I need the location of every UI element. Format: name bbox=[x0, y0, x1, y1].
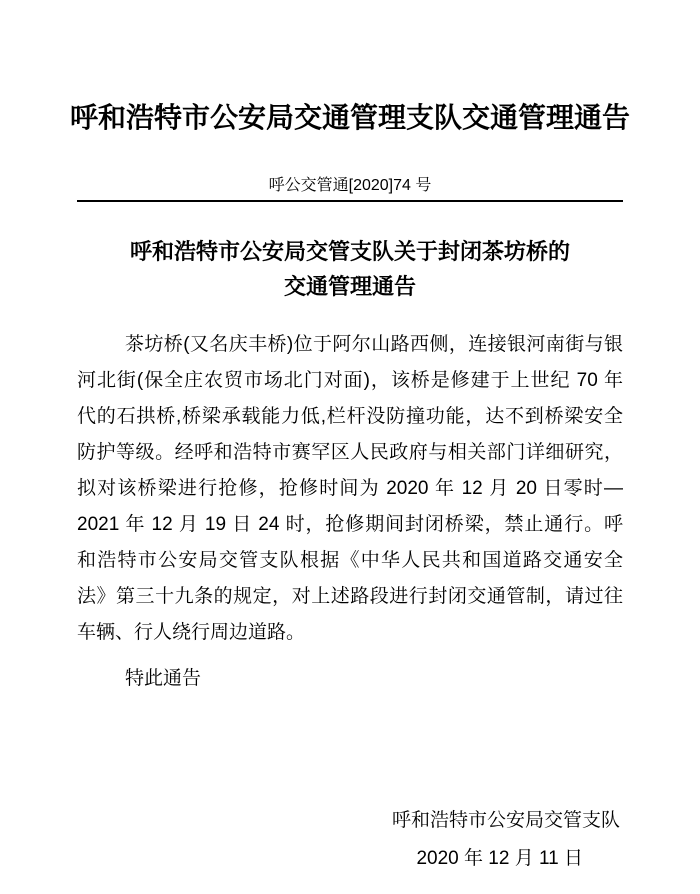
body-line: 和浩特市公安局交管支队根据《中华人民共和国道路交通安全 bbox=[77, 550, 623, 571]
notice-subtitle bbox=[0, 234, 700, 304]
closing-phrase: 特此通告 bbox=[125, 668, 202, 689]
body-line: 防护等级。经呼和浩特市赛罕区人民政府与相关部门详细研究， bbox=[77, 442, 623, 463]
body-line: 河北街(保全庄农贸市场北门对面)，该桥是修建于上世纪 70 年 bbox=[77, 370, 623, 391]
issue-date: 2020 年 12 月 11 日 bbox=[416, 848, 583, 869]
body-line: 车辆、行人绕行周边道路。 bbox=[77, 622, 306, 643]
body-line: 代的石拱桥,桥梁承载能力低,栏杆没防撞功能，达不到桥梁安全 bbox=[77, 406, 623, 427]
body-line: 法》第三十九条的规定，对上述路段进行封闭交通管制，请过往 bbox=[77, 586, 623, 607]
body-line: 拟对该桥梁进行抢修，抢修时间为 2020 年 12 月 20 日零时— bbox=[77, 478, 623, 499]
horizontal-divider bbox=[77, 200, 623, 202]
subtitle-line-1: 呼和浩特市公安局交管支队关于封闭茶坊桥的 bbox=[129, 239, 570, 264]
document-title: 呼和浩特市公安局交通管理支队交通管理通告 bbox=[69, 102, 630, 133]
document-number: 呼公交管通[2020]74 号 bbox=[268, 177, 432, 194]
body-line: 2021 年 12 月 19 日 24 时，抢修期间封闭桥梁，禁止通行。呼 bbox=[77, 514, 623, 535]
subtitle-line-2: 交通管理通告 bbox=[283, 274, 416, 299]
notice-body bbox=[0, 327, 700, 651]
issuer-signature: 呼和浩特市公安局交管支队 bbox=[391, 810, 620, 831]
body-line: 茶坊桥(又名庆丰桥)位于阿尔山路西侧，连接银河南街与银 bbox=[125, 334, 623, 355]
